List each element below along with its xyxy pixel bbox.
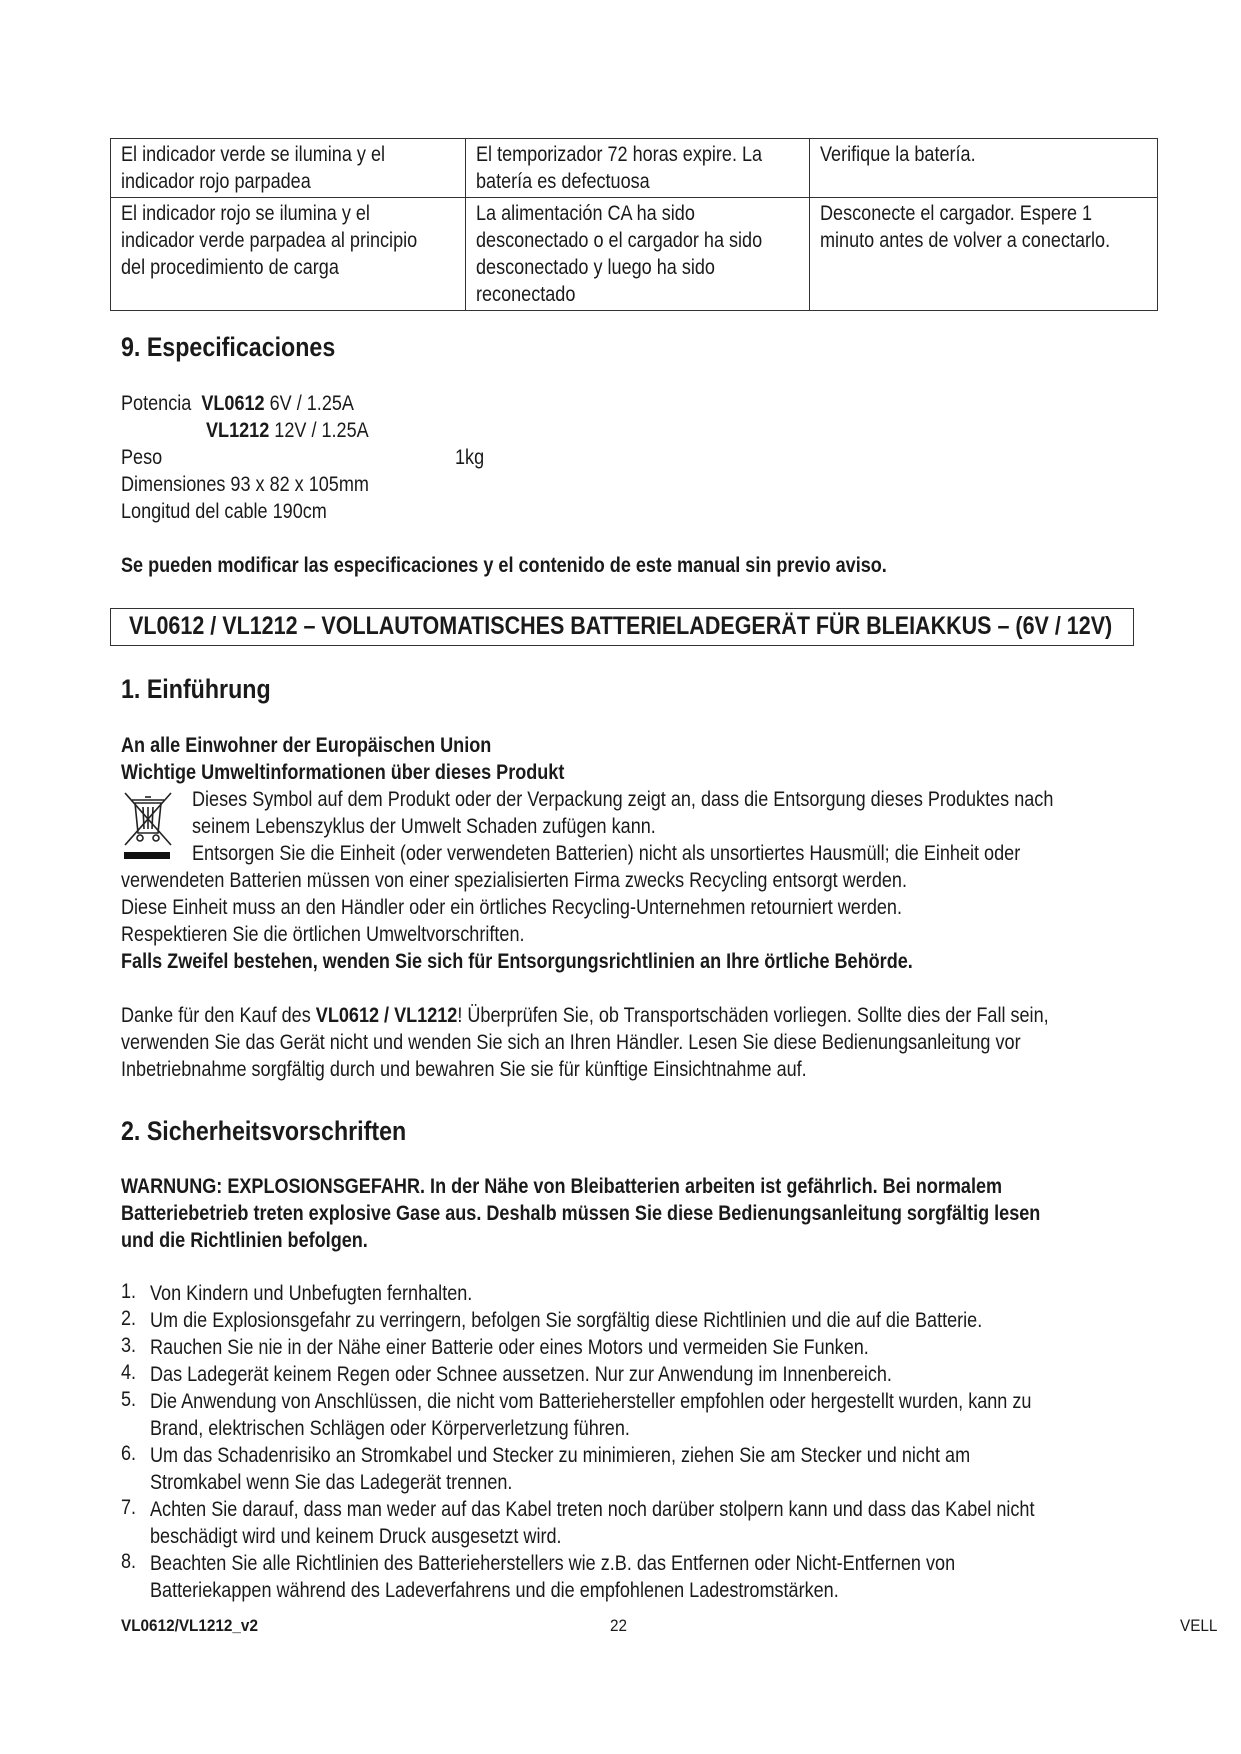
cell-line: desconectado y luego ha sido [476, 256, 716, 279]
symptom-cell [111, 198, 466, 311]
cell-line: El indicador verde se ilumina y el [121, 143, 386, 166]
footer-doc-id: VL0612/VL1212_v2 [121, 1616, 258, 1635]
cell-line: minuto antes de volver a conectarlo. [820, 229, 1111, 252]
table-row [111, 139, 1158, 198]
list-item: Von Kindern und Unbefugten fernhalten. [150, 1282, 473, 1305]
footer-brand: VELL [1180, 1616, 1218, 1635]
troubleshooting-table [110, 138, 1158, 311]
safety-heading: 2. Sicherheitsvorschriften [121, 1116, 407, 1146]
list-item: Achten Sie darauf, dass man weder auf das Kabel treten noch darüber stolpern kann und dass das Kabel nicht [150, 1498, 1035, 1521]
thanks-line-1 [121, 1002, 1049, 1029]
thanks-line-2: verwenden Sie das Gerät nicht und wenden Sie sich an Ihren Händler. Lesen Sie diese Bedienungsanleitung vor [121, 1031, 1021, 1054]
dimensions: Dimensiones 93 x 82 x 105mm [121, 473, 369, 496]
weee-text-5: Diese Einheit muss an den Händler oder ein örtliches Recycling-Unternehmen retourniert werden. [121, 896, 903, 919]
warning-line-1: WARNUNG: EXPLOSIONSGEFAHR. In der Nähe von Bleibatterien arbeiten ist gefährlich. Bei normalem [121, 1175, 1003, 1198]
list-item: Um die Explosionsgefahr zu verringern, befolgen Sie sorgfältig diese Richtlinien und die auf die Batterie. [150, 1309, 983, 1332]
weee-text-2: seinem Lebenszyklus der Umwelt Schaden zufügen kann. [192, 815, 656, 838]
cell-line: El indicador rojo se ilumina y el [121, 202, 370, 225]
list-number: 5. [121, 1388, 137, 1411]
weee-text-4: verwendeten Batterien müssen von einer spezialisierten Firma zwecks Recycling entsorgt werden. [121, 869, 907, 892]
cell-line: batería es defectuosa [476, 170, 651, 193]
warning-line-2: Batteriebetrieb treten explosive Gase aus. Deshalb müssen Sie diese Bedienungsanleitung sorgfältig lesen [121, 1202, 1041, 1225]
weee-text-6: Respektieren Sie die örtlichen Umweltvorschriften. [121, 923, 525, 946]
weee-bin-icon [121, 789, 175, 863]
thanks-text-cont: ! Überprüfen Sie, ob Transportschäden vorliegen. Sollte dies der Fall sein, [457, 1004, 1049, 1027]
weee-text-1: Dieses Symbol auf dem Produkt oder der Verpackung zeigt an, dass die Entsorgung dieses Produktes nach [192, 788, 1054, 811]
weight-value: 1kg [455, 446, 485, 469]
list-item-cont: beschädigt wird und keinem Druck ausgesetzt wird. [150, 1525, 562, 1548]
list-number: 2. [121, 1307, 137, 1330]
list-number: 7. [121, 1496, 137, 1519]
list-number: 8. [121, 1550, 137, 1573]
thanks-line-3: Inbetriebnahme sorgfältig durch und bewahren Sie sie für künftige Einsichtnahme auf. [121, 1058, 807, 1081]
cell-line: Verifique la batería. [820, 143, 976, 166]
solution-cell [810, 139, 1158, 198]
german-title: VL0612 / VL1212 – VOLLAUTOMATISCHES BATTERIELADEGERÄT FÜR BLEIAKKUS – (6V / 12V) [129, 612, 1113, 640]
weight-label: Peso [121, 446, 163, 469]
thanks-text: Danke für den Kauf des [121, 1004, 316, 1027]
list-item: Rauchen Sie nie in der Nähe einer Batterie oder eines Motors und vermeiden Sie Funken. [150, 1336, 869, 1359]
list-item-cont: Batteriekappen während des Ladeverfahrens und die empfohlenen Ladestromstärken. [150, 1579, 839, 1602]
intro-heading: 1. Einführung [121, 674, 271, 704]
power-model-2: VL1212 [206, 419, 270, 442]
cell-line: indicador verde parpadea al principio [121, 229, 418, 252]
power-row-2 [206, 417, 369, 444]
list-number: 3. [121, 1334, 137, 1357]
list-number: 1. [121, 1280, 137, 1303]
specs-heading: 9. Especificaciones [121, 332, 336, 362]
cause-cell [466, 198, 810, 311]
list-item-cont: Brand, elektrischen Schlägen oder Körperverletzung führen. [150, 1417, 630, 1440]
solution-cell [810, 198, 1158, 311]
symptom-cell [111, 139, 466, 198]
cable-length: Longitud del cable 190cm [121, 500, 327, 523]
power-label: Potencia [121, 392, 192, 415]
thanks-models: VL0612 / VL1212 [315, 1004, 458, 1027]
footer-page-number: 22 [610, 1616, 628, 1635]
warning-line-3: und die Richtlinien befolgen. [121, 1229, 368, 1252]
cell-line: Desconecte el cargador. Espere 1 [820, 202, 1093, 225]
power-row-1 [121, 390, 354, 417]
cell-line: La alimentación CA ha sido [476, 202, 696, 225]
power-value-1: 6V / 1.25A [269, 392, 354, 415]
list-item-cont: Stromkabel wenn Sie das Ladegerät trennen. [150, 1471, 513, 1494]
power-model-1: VL0612 [201, 392, 265, 415]
list-item: Das Ladegerät keinem Regen oder Schnee aussetzen. Nur zur Anwendung im Innenbereich. [150, 1363, 892, 1386]
cell-line: del procedimiento de carga [121, 256, 339, 279]
german-title-box [110, 608, 1134, 646]
cell-line: reconectado [476, 283, 576, 306]
list-item: Um das Schadenrisiko an Stromkabel und Stecker zu minimieren, ziehen Sie am Stecker und nicht am [150, 1444, 971, 1467]
list-item: Beachten Sie alle Richtlinien des Batterieherstellers wie z.B. das Entfernen oder Nicht-Entfernen von [150, 1552, 956, 1575]
specs-notice: Se pueden modificar las especificaciones y el contenido de este manual sin previo aviso. [121, 554, 887, 577]
eu-line-1: An alle Einwohner der Europäischen Union [121, 734, 492, 757]
cell-line: desconectado o el cargador ha sido [476, 229, 763, 252]
table-row [111, 198, 1158, 311]
cause-cell [466, 139, 810, 198]
power-value-2: 12V / 1.25A [274, 419, 369, 442]
cell-line: El temporizador 72 horas expire. La [476, 143, 763, 166]
list-number: 4. [121, 1361, 137, 1384]
list-item: Die Anwendung von Anschlüssen, die nicht vom Batteriehersteller empfohlen oder hergestellt wurden, kann zu [150, 1390, 1032, 1413]
cell-line: indicador rojo parpadea [121, 170, 311, 193]
list-number: 6. [121, 1442, 137, 1465]
weee-text-3: Entsorgen Sie die Einheit (oder verwendeten Batterien) nicht als unsortiertes Hausmüll; die Einheit oder [192, 842, 1021, 865]
weee-text-7: Falls Zweifel bestehen, wenden Sie sich für Entsorgungsrichtlinien an Ihre örtliche Behörde. [121, 950, 913, 973]
eu-line-2: Wichtige Umweltinformationen über dieses Produkt [121, 761, 565, 784]
